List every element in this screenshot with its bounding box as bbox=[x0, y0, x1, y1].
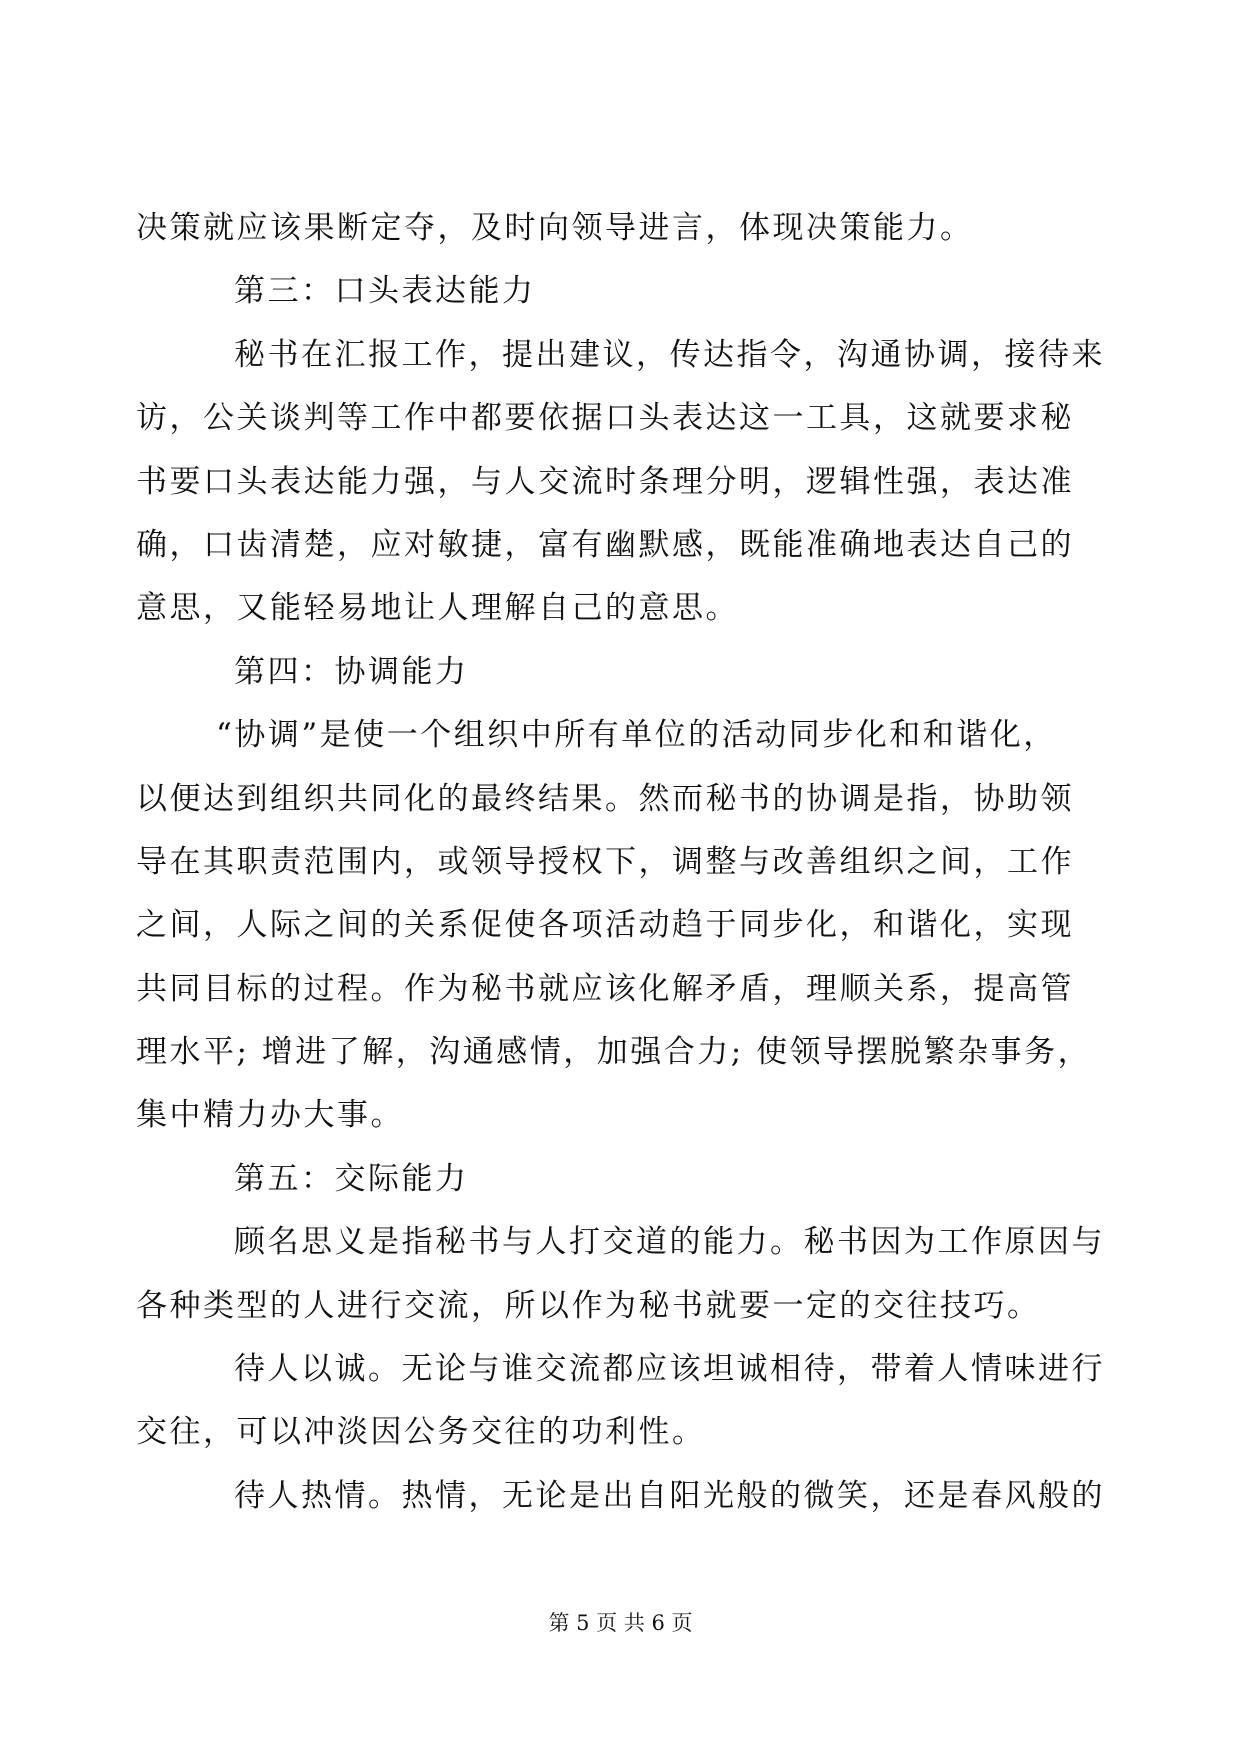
page-footer bbox=[0, 1608, 1241, 1638]
text-line: “协调”是使一个组织中所有单位的活动同步化和和谐化， bbox=[216, 717, 1057, 754]
text-line: 理水平; 增进了解，沟通感情，加强合力; 使领导摆脱繁杂事务， bbox=[136, 1034, 1092, 1071]
section-heading: 第五：交际能力 bbox=[234, 1160, 469, 1197]
text-line: 书要口头表达能力强，与人交流时条理分明，逻辑性强，表达准 bbox=[136, 463, 1074, 500]
section-heading: 第三：口头表达能力 bbox=[234, 273, 536, 310]
text-line: 导在其职责范围内，或领导授权下，调整与改善组织之间，工作 bbox=[136, 843, 1074, 880]
text-line: 访，公关谈判等工作中都要依据口头表达这一工具，这就要求秘 bbox=[136, 400, 1074, 437]
text-line: 之间，人际之间的关系促使各项活动趋于同步化，和谐化，实现 bbox=[136, 907, 1074, 944]
text-line: 以便达到组织共同化的最终结果。然而秘书的协调是指，协助领 bbox=[136, 780, 1074, 817]
text-line: 决策就应该果断定夺，及时向领导进言，体现决策能力。 bbox=[136, 210, 974, 246]
text-line: 各种类型的人进行交流，所以作为秘书就要一定的交往技巧。 bbox=[136, 1287, 1041, 1324]
text-line: 交往，可以冲淡因公务交往的功利性。 bbox=[136, 1414, 706, 1451]
text-line: 确，口齿清楚，应对敏捷，富有幽默感，既能准确地表达自己的 bbox=[136, 526, 1074, 563]
text-line: 秘书在汇报工作，提出建议，传达指令，沟通协调，接待来 bbox=[234, 336, 1105, 373]
document-body bbox=[136, 197, 1106, 1528]
text-line: 共同目标的过程。作为秘书就应该化解矛盾，理顺关系，提高管 bbox=[136, 970, 1074, 1007]
section-heading: 第四：协调能力 bbox=[234, 653, 469, 690]
text-line: 集中精力办大事。 bbox=[136, 1097, 404, 1134]
text-line: 待人热情。热情，无论是出自阳光般的微笑，还是春风般的 bbox=[234, 1477, 1105, 1514]
text-line: 顾名思义是指秘书与人打交道的能力。秘书因为工作原因与 bbox=[234, 1224, 1105, 1261]
text-line: 待人以诚。无论与谁交流都应该坦诚相待，带着人情味进行 bbox=[234, 1351, 1105, 1388]
page-number: 第 5 页 共 6 页 bbox=[548, 1611, 693, 1635]
text-line: 意思，又能轻易地让人理解自己的意思。 bbox=[136, 590, 739, 627]
